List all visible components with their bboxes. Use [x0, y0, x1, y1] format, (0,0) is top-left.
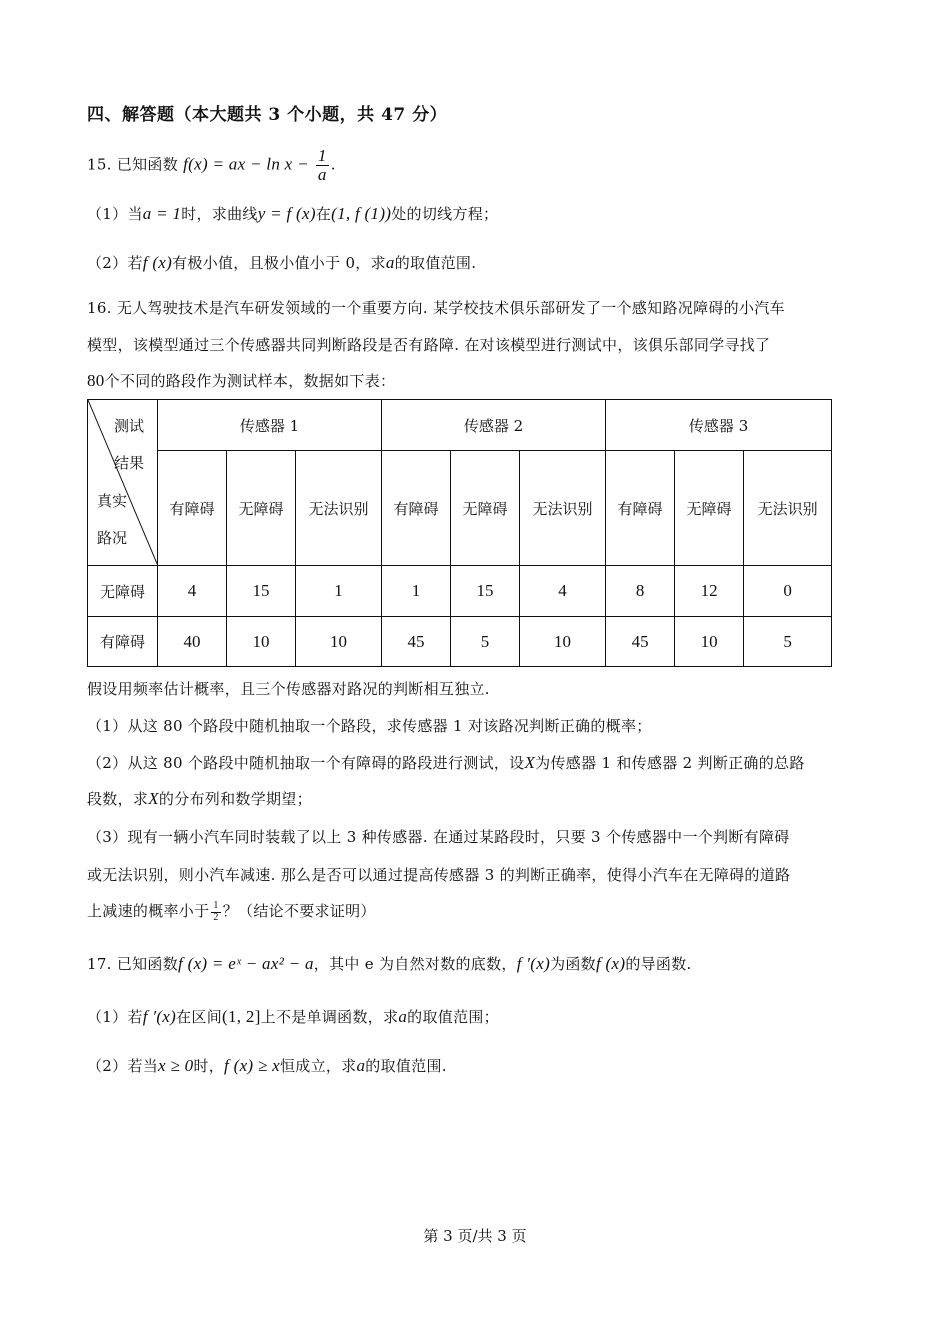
table-cell: 5 — [744, 617, 832, 667]
q16-line3: 80个不同的路段作为测试样本，数据如下表： — [87, 371, 396, 390]
row-label: 无障碍 — [88, 566, 158, 617]
sub-header: 无法识别 — [296, 451, 382, 566]
q16-line2: 模型，该模型通过三个传感器共同判断路段是否有路障. 在对该模型进行测试中，该俱乐部同学寻找了 — [87, 336, 771, 354]
table-cell: 45 — [606, 617, 675, 667]
table-cell: 10 — [296, 617, 382, 667]
sub-header: 无障碍 — [675, 451, 744, 566]
table-cell: 10 — [520, 617, 606, 667]
table-cell: 1 — [296, 566, 382, 617]
sub-header: 无障碍 — [227, 451, 296, 566]
q16-line1: 16. 无人驾驶技术是汽车研发领域的一个重要方向. 某学校技术俱乐部研发了一个感知路况障碍的小汽车 — [87, 299, 785, 317]
page-footer: 第 3 页/共 3 页 — [423, 1227, 527, 1245]
q15-part1: （1）当a = 1时，求曲线y = f (x)在(1, f (1))处的切线方程； — [87, 204, 499, 223]
sensor-1-header: 传感器 1 — [158, 400, 382, 451]
q15-stem: 15. 已知函数 f(x) = ax − ln x − $\frac{1}{a}$ . — [87, 146, 336, 184]
q16-assumption: 假设用频率估计概率，且三个传感器对路况的判断相互独立. — [87, 680, 490, 698]
corner-cell — [88, 400, 158, 566]
table-cell: 10 — [227, 617, 296, 667]
sub-header: 有障碍 — [606, 451, 675, 566]
table-cell: 0 — [744, 566, 832, 617]
q17-stem: 17. 已知函数f (x) = eˣ − ax² − a，其中 e 为自然对数的底数，f ′(x)为函数f (x)的导函数. — [87, 954, 692, 973]
q16-part3-line3: 上减速的概率小于 $\frac{1}{2}$ ？（结论不要求证明） — [87, 900, 376, 923]
q17-part1: （1）若f ′(x)在区间(1, 2]上不是单调函数，求a的取值范围； — [87, 1007, 499, 1026]
q16-part2-line1: （2）从这 80 个路段中随机抽取一个有障碍的路段进行测试，设X为传感器 1 和传感器 2 判断正确的总路 — [87, 753, 805, 772]
table-cell: 12 — [675, 566, 744, 617]
table-row — [88, 566, 832, 617]
table-cell: 15 — [227, 566, 296, 617]
table-cell: 4 — [158, 566, 227, 617]
corner-top-label: 测试 — [114, 417, 145, 435]
table-cell: 15 — [451, 566, 520, 617]
q16-part2-line2: 段数，求X的分布列和数学期望； — [87, 789, 312, 808]
corner-left-label-2: 路况 — [97, 529, 128, 547]
corner-left-label-1: 真实 — [97, 492, 128, 510]
sensor-2-header: 传感器 2 — [382, 400, 606, 451]
table-cell: 5 — [451, 617, 520, 667]
q16-part3-line2: 或无法识别，则小汽车减速. 那么是否可以通过提高传感器 3 的判断正确率，使得小汽车在无障碍的道路 — [87, 866, 791, 884]
corner-mid-label: 结果 — [114, 454, 145, 472]
table-cell: 10 — [675, 617, 744, 667]
row-label: 有障碍 — [88, 617, 158, 667]
sub-header: 有障碍 — [158, 451, 227, 566]
table-cell: 40 — [158, 617, 227, 667]
table-cell: 8 — [606, 566, 675, 617]
table-cell: 1 — [382, 566, 451, 617]
section-title: 四、解答题（本大题共 3 个小题，共 47 分） — [87, 105, 448, 125]
sub-header: 无法识别 — [520, 451, 606, 566]
sub-header: 有障碍 — [382, 451, 451, 566]
sensor-3-header: 传感器 3 — [606, 400, 832, 451]
sub-header: 无法识别 — [744, 451, 832, 566]
q16-part1: （1）从这 80 个路段中随机抽取一个路段，求传感器 1 对该路况判断正确的概率； — [87, 717, 652, 735]
table-cell: 4 — [520, 566, 606, 617]
q17-part2: （2）若当x ≥ 0时，f (x) ≥ x恒成立，求a的取值范围. — [87, 1056, 447, 1075]
table-row — [88, 617, 832, 667]
table-cell: 45 — [382, 617, 451, 667]
sub-header: 无障碍 — [451, 451, 520, 566]
q16-part3-line1: （3）现有一辆小汽车同时装载了以上 3 种传感器. 在通过某路段时，只要 3 个传感器中一个判断有障碍 — [87, 828, 790, 846]
sensor-data-table — [87, 399, 832, 667]
q15-part2: （2）若f (x)有极小值，且极小值小于 0，求a的取值范围. — [87, 253, 477, 272]
